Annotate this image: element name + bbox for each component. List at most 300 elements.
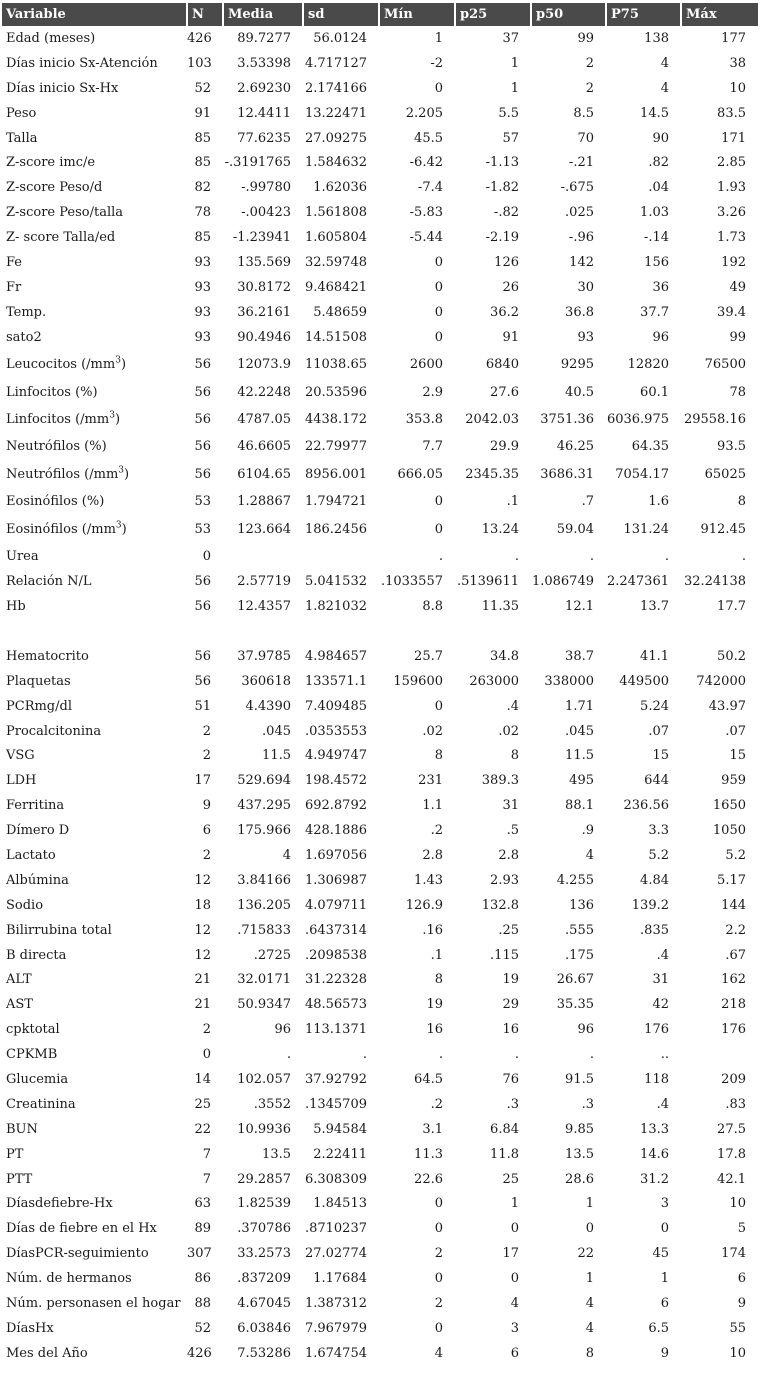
cell-p75: 1 — [660, 1271, 669, 1287]
cell-variable — [2, 1117, 187, 1142]
table-row — [2, 26, 758, 51]
cell-sd: 198.4572 — [304, 773, 367, 789]
variable-label: Días inicio Sx-Atención — [6, 55, 158, 71]
cell-max: 83.5 — [717, 105, 746, 121]
spacer-row — [2, 619, 758, 644]
cell-max: 27.5 — [717, 1121, 746, 1137]
cell-min: 0 — [434, 329, 443, 345]
cell-min: .2 — [430, 1096, 443, 1112]
cell-media: 4.67045 — [237, 1296, 291, 1312]
cell-variable — [2, 101, 187, 126]
cell-p25: 6.84 — [490, 1121, 519, 1137]
cell-n: 6 — [202, 823, 211, 839]
cell-p25: 26 — [502, 279, 519, 295]
cell-n: 63 — [194, 1196, 211, 1212]
cell-sd: 9.468421 — [304, 279, 367, 295]
cell-p50: 11.5 — [565, 748, 594, 764]
cell-n: 9 — [202, 798, 211, 814]
table-row — [2, 544, 758, 569]
table-row — [2, 1192, 758, 1217]
cell-sd: 4.949747 — [304, 748, 367, 764]
cell-n: 52 — [194, 80, 211, 96]
cell-p50: 22 — [577, 1246, 594, 1262]
table-row — [2, 514, 758, 544]
cell-n: 85 — [194, 155, 211, 171]
cell-min: -7.4 — [417, 180, 443, 196]
cell-p50: .025 — [565, 205, 594, 221]
cell-max: 5.2 — [725, 847, 746, 863]
table-row — [2, 644, 758, 669]
cell-max: 171 — [721, 130, 746, 146]
cell-variable — [2, 225, 187, 250]
cell-n: 56 — [194, 673, 211, 689]
cell-n: 21 — [194, 997, 211, 1013]
cell-min: -5.83 — [409, 205, 443, 221]
cell-min: 25.7 — [414, 648, 443, 664]
cell-max: 39.4 — [717, 304, 746, 320]
cell-p50: . — [589, 1047, 594, 1063]
cell-n: 56 — [194, 439, 211, 455]
cell-n: 21 — [194, 972, 211, 988]
cell-sd: 428.1886 — [304, 823, 367, 839]
cell-sd: 27.09275 — [304, 130, 367, 146]
cell-max: 209 — [721, 1072, 746, 1087]
cell-variable — [2, 1291, 187, 1316]
cell-sd: 1.674754 — [304, 1345, 367, 1361]
cell-max: . — [741, 549, 746, 565]
cell-p25: -2.19 — [485, 230, 519, 246]
cell-variable — [2, 76, 187, 101]
cell-variable — [2, 26, 187, 51]
variable-label: Z-score Peso/d — [6, 180, 103, 196]
variable-label: B directa — [6, 947, 67, 963]
cell-min: 126.9 — [405, 897, 443, 913]
cell-sd: 1.821032 — [304, 598, 367, 614]
cell-sd: 32.59748 — [304, 254, 367, 270]
cell-media: 96 — [274, 1022, 291, 1038]
table-row — [2, 1216, 758, 1241]
cell-p25: .5139611 — [456, 574, 519, 590]
cell-media: 12.4411 — [237, 105, 291, 121]
table-row — [2, 818, 758, 843]
spacer-cell — [2, 619, 758, 644]
cell-n: 91 — [194, 105, 211, 121]
cell-variable — [2, 644, 187, 669]
cell-max: 10 — [729, 1345, 746, 1361]
cell-p50: 9295 — [560, 357, 594, 373]
variable-label: Plaquetas — [6, 673, 71, 689]
cell-p50: 2 — [585, 55, 594, 71]
cell-p75: 6036.975 — [606, 411, 669, 427]
cell-sd: 1.387312 — [304, 1296, 367, 1312]
header-row — [2, 3, 758, 26]
cell-p50: -.96 — [568, 230, 594, 246]
cell-n: 17 — [194, 773, 211, 789]
cell-p50: -.21 — [568, 155, 594, 171]
cell-max: 3.26 — [717, 205, 746, 221]
unit-close: ) — [114, 411, 121, 427]
cell-p75: 15 — [652, 748, 669, 764]
cell-max: 9 — [737, 1296, 746, 1312]
variable-label: Talla — [6, 130, 38, 146]
cell-p75: 156 — [644, 254, 669, 270]
cell-p50: 30 — [577, 279, 594, 295]
cell-p75: 5.24 — [640, 698, 669, 714]
cell-p75: 118 — [644, 1072, 669, 1087]
cell-p25: 5.5 — [498, 105, 519, 121]
cell-sd: .8710237 — [304, 1221, 367, 1237]
cell-n: 56 — [194, 648, 211, 664]
cell-variable — [2, 992, 187, 1017]
cell-p50: 12.1 — [565, 598, 594, 614]
cell-p75: 9 — [660, 1345, 669, 1361]
variable-label: Procalcitonina — [6, 723, 102, 739]
cell-p25: 389.3 — [481, 773, 519, 789]
table-row — [2, 1117, 758, 1142]
cell-max: 50.2 — [717, 648, 746, 664]
cell-media: 529.694 — [237, 773, 291, 789]
cell-min: 0 — [434, 698, 443, 714]
cell-n: 56 — [194, 466, 211, 482]
table-row — [2, 150, 758, 175]
cell-media: 46.6605 — [237, 439, 291, 455]
cell-media: 102.057 — [237, 1072, 291, 1087]
cell-min: 3.1 — [422, 1121, 443, 1137]
table-row — [2, 793, 758, 818]
cell-variable — [2, 404, 187, 434]
cell-max: 42.1 — [717, 1171, 746, 1187]
cell-variable — [2, 51, 187, 76]
cell-max: 5 — [737, 1221, 746, 1237]
cell-p50: 93 — [577, 329, 594, 345]
cell-min: .1 — [430, 947, 443, 963]
cell-p50: 4 — [585, 847, 594, 863]
cell-variable — [2, 126, 187, 151]
header-sd: sd — [303, 3, 379, 26]
cell-n: 12 — [194, 872, 211, 888]
cell-min: 0 — [434, 1271, 443, 1287]
cell-media: 89.7277 — [237, 30, 291, 46]
cell-min: .2 — [430, 823, 443, 839]
variable-label: ALT — [6, 972, 32, 988]
cell-p75: . — [664, 549, 669, 565]
cell-p25: .02 — [498, 723, 519, 739]
cell-variable — [2, 768, 187, 793]
cell-variable — [2, 1192, 187, 1217]
cell-p50: 35.35 — [556, 997, 594, 1013]
cell-n: 56 — [194, 574, 211, 590]
cell-p75: 36 — [652, 279, 669, 295]
cell-p75: 644 — [644, 773, 669, 789]
cell-p75: 139.2 — [631, 897, 669, 913]
cell-n: 2 — [202, 847, 211, 863]
cell-min: 2.205 — [405, 105, 443, 121]
cell-variable — [2, 719, 187, 744]
cell-sd: 5.94584 — [313, 1121, 367, 1137]
cell-variable — [2, 1167, 187, 1192]
cell-p25: .4 — [506, 698, 519, 714]
cell-p50: .9 — [581, 823, 594, 839]
cell-variable — [2, 459, 187, 489]
cell-sd: 48.56573 — [304, 997, 367, 1013]
cell-n: 2 — [202, 1022, 211, 1038]
cell-media: 42.2248 — [237, 384, 291, 400]
cell-media: 7.53286 — [237, 1345, 291, 1361]
cell-n: 0 — [202, 549, 211, 565]
cell-p75: 14.5 — [640, 105, 669, 121]
cell-max: 17.8 — [717, 1146, 746, 1162]
cell-n: 85 — [194, 130, 211, 146]
unit-superscript: 3 — [109, 410, 115, 421]
cell-p75: 37.7 — [640, 304, 669, 320]
variable-label: Eosinófilos (%) — [6, 494, 105, 510]
cell-sd: 7.409485 — [304, 698, 367, 714]
variable-label: Z-score Peso/talla — [6, 205, 124, 221]
cell-p25: 37 — [502, 30, 519, 46]
cell-p75: 1.03 — [640, 205, 669, 221]
cell-max: 1.93 — [717, 180, 746, 196]
table-row — [2, 1266, 758, 1291]
cell-p50: 8.5 — [573, 105, 594, 121]
cell-min: 8.8 — [422, 598, 443, 614]
table-row — [2, 126, 758, 151]
cell-p75: 45 — [652, 1246, 669, 1262]
cell-max: 177 — [721, 30, 746, 46]
cell-p25: 2345.35 — [465, 466, 519, 482]
cell-media: 2.69230 — [237, 80, 291, 96]
cell-p75: 0 — [660, 1221, 669, 1237]
cell-p50: . — [589, 549, 594, 565]
cell-media: -1.23941 — [232, 230, 291, 246]
cell-p75: .4 — [656, 1096, 669, 1112]
cell-min: 159600 — [393, 673, 443, 689]
cell-variable — [2, 868, 187, 893]
unit-superscript: 3 — [115, 520, 122, 531]
cell-max: 959 — [721, 773, 746, 789]
header-p75: P75 — [606, 3, 681, 26]
cell-media: 2.57719 — [237, 574, 291, 590]
cell-p75: .07 — [648, 723, 669, 739]
cell-n: 52 — [194, 1320, 211, 1336]
cell-min: . — [438, 1047, 443, 1063]
cell-n: 56 — [194, 411, 211, 427]
cell-n: 7 — [202, 1171, 211, 1187]
cell-p25: 76 — [502, 1072, 519, 1087]
table-row — [2, 968, 758, 993]
unit-close: ) — [121, 521, 127, 537]
cell-sd: 6.308309 — [304, 1171, 367, 1187]
table-row — [2, 225, 758, 250]
cell-media: .045 — [262, 723, 291, 739]
cell-p75: 31.2 — [640, 1171, 669, 1187]
cell-p50: 136 — [569, 897, 594, 913]
cell-min: 22.6 — [414, 1171, 443, 1187]
cell-p50: 26.67 — [556, 972, 594, 988]
cell-variable — [2, 175, 187, 200]
cell-media: 4.4390 — [245, 698, 291, 714]
cell-p25: 57 — [502, 130, 519, 146]
cell-p75: 90 — [652, 130, 669, 146]
cell-min: 0 — [434, 304, 443, 320]
variable-label: Días de fiebre en el Hx — [6, 1221, 157, 1237]
cell-max: 49 — [729, 279, 746, 295]
variable-label: Relación N/L — [6, 574, 92, 590]
cell-p25: 31 — [502, 798, 519, 814]
cell-p25: 19 — [502, 972, 519, 988]
cell-min: .02 — [422, 723, 443, 739]
cell-variable — [2, 943, 187, 968]
cell-p25: 91 — [502, 329, 519, 345]
variable-label: Linfocitos (%) — [6, 384, 98, 400]
cell-max: .07 — [725, 723, 746, 739]
variable-label: Días inicio Sx-Hx — [6, 80, 119, 96]
cell-min: 2600 — [409, 357, 443, 373]
cell-p75: 2.247361 — [606, 574, 669, 590]
cell-p75: 14.6 — [640, 1146, 669, 1162]
cell-p25: -.82 — [493, 205, 519, 221]
cell-sd: 8956.001 — [304, 466, 367, 482]
cell-min: 45.5 — [414, 130, 443, 146]
table-row — [2, 350, 758, 380]
cell-media: 11.5 — [262, 748, 291, 764]
cell-min: 0 — [434, 521, 443, 537]
cell-media: 10.9936 — [237, 1121, 291, 1137]
cell-media: 360618 — [241, 673, 291, 689]
cell-sd: 20.53596 — [304, 384, 367, 400]
cell-max: 29558.16 — [683, 411, 746, 427]
cell-media — [223, 544, 303, 569]
cell-sd: 113.1371 — [304, 1022, 367, 1038]
cell-p50: 3686.31 — [540, 466, 594, 482]
cell-variable — [2, 818, 187, 843]
cell-p75: 6.5 — [648, 1320, 669, 1336]
cell-p75: .835 — [640, 922, 669, 938]
cell-sd: 4.717127 — [304, 55, 367, 71]
cell-p25: 263000 — [469, 673, 519, 689]
cell-variable — [2, 1142, 187, 1167]
table-row — [2, 943, 758, 968]
cell-p50: .3 — [581, 1096, 594, 1112]
cell-max: 5.17 — [717, 872, 746, 888]
cell-min: 1.43 — [414, 872, 443, 888]
cell-p25: 2.93 — [490, 872, 519, 888]
cell-variable — [2, 968, 187, 993]
table-row — [2, 1142, 758, 1167]
cell-variable — [2, 1042, 187, 1067]
cell-media: 30.8172 — [237, 279, 291, 295]
cell-p25: -1.13 — [485, 155, 519, 171]
table-row — [2, 1241, 758, 1266]
cell-p75: 13.3 — [640, 1121, 669, 1137]
cell-max: 1050 — [712, 823, 746, 839]
table-row — [2, 325, 758, 350]
cell-variable — [2, 1241, 187, 1266]
cell-media: 4 — [282, 847, 291, 863]
cell-max: 78 — [729, 384, 746, 400]
cell-n: 12 — [194, 947, 211, 963]
cell-media: .715833 — [237, 922, 291, 938]
cell-variable — [2, 1266, 187, 1291]
cell-variable — [2, 250, 187, 275]
cell-p50: 88.1 — [565, 798, 594, 814]
cell-media: 3.53398 — [237, 55, 291, 71]
cell-p25: -1.82 — [485, 180, 519, 196]
cell-p75: .4 — [656, 947, 669, 963]
cell-variable — [2, 893, 187, 918]
cell-media: 6.03846 — [237, 1320, 291, 1336]
cell-media: -.99780 — [241, 180, 291, 196]
table-row — [2, 868, 758, 893]
cell-p25: 6840 — [485, 357, 519, 373]
cell-media: 6104.65 — [237, 466, 291, 482]
cell-p75: .82 — [648, 155, 669, 171]
cell-sd: 133571.1 — [304, 673, 367, 689]
variable-label: BUN — [6, 1121, 38, 1137]
unit-superscript: 3 — [118, 465, 125, 476]
cell-p50: .045 — [565, 723, 594, 739]
cell-sd: 4438.172 — [304, 411, 367, 427]
cell-min: .16 — [422, 922, 443, 938]
variable-label: Leucocitos (/mm — [6, 357, 116, 373]
cell-variable — [2, 594, 187, 619]
cell-max — [681, 1042, 758, 1067]
cell-n: 2 — [202, 723, 211, 739]
cell-n: 93 — [194, 304, 211, 320]
cell-n: 12 — [194, 922, 211, 938]
cell-sd: 7.967979 — [304, 1320, 367, 1336]
cell-media: 12073.9 — [237, 357, 291, 373]
cell-p75: 13.7 — [640, 598, 669, 614]
cell-p25: 11.35 — [481, 598, 519, 614]
cell-max: .83 — [725, 1096, 746, 1112]
cell-max: 55 — [729, 1320, 746, 1336]
table-row — [2, 1017, 758, 1042]
cell-p50: -.675 — [560, 180, 594, 196]
cell-max: 8 — [737, 494, 746, 510]
cell-sd: .1345709 — [304, 1096, 367, 1112]
cell-sd: 27.02774 — [304, 1246, 367, 1262]
cell-media: . — [286, 1047, 291, 1063]
table-row — [2, 594, 758, 619]
cell-max: 93.5 — [717, 439, 746, 455]
cell-min: 1 — [434, 30, 443, 46]
cell-max: 1.73 — [717, 230, 746, 246]
table-row — [2, 743, 758, 768]
variable-label: PT — [6, 1146, 24, 1162]
cell-variable — [2, 743, 187, 768]
cell-n: 103 — [187, 55, 212, 71]
variable-label: Edad (meses) — [6, 30, 96, 46]
cell-p50: 495 — [569, 773, 594, 789]
cell-p25: 29 — [502, 997, 519, 1013]
header-min: Mín — [379, 3, 455, 26]
cell-sd — [303, 544, 379, 569]
variable-label: Albúmina — [6, 872, 69, 888]
table-row — [2, 175, 758, 200]
cell-p50: 70 — [577, 130, 594, 146]
cell-p75: -.14 — [643, 230, 669, 246]
cell-n: 426 — [187, 30, 212, 46]
cell-media: 32.0171 — [237, 972, 291, 988]
cell-media: -.00423 — [241, 205, 291, 221]
cell-p25: 0 — [510, 1271, 519, 1287]
table-row — [2, 489, 758, 514]
cell-p50: 8 — [585, 1345, 594, 1361]
table-row — [2, 1316, 758, 1341]
cell-variable — [2, 350, 187, 380]
variable-label: Sodio — [6, 897, 44, 913]
variable-label: Díasdefiebre-Hx — [6, 1196, 113, 1212]
